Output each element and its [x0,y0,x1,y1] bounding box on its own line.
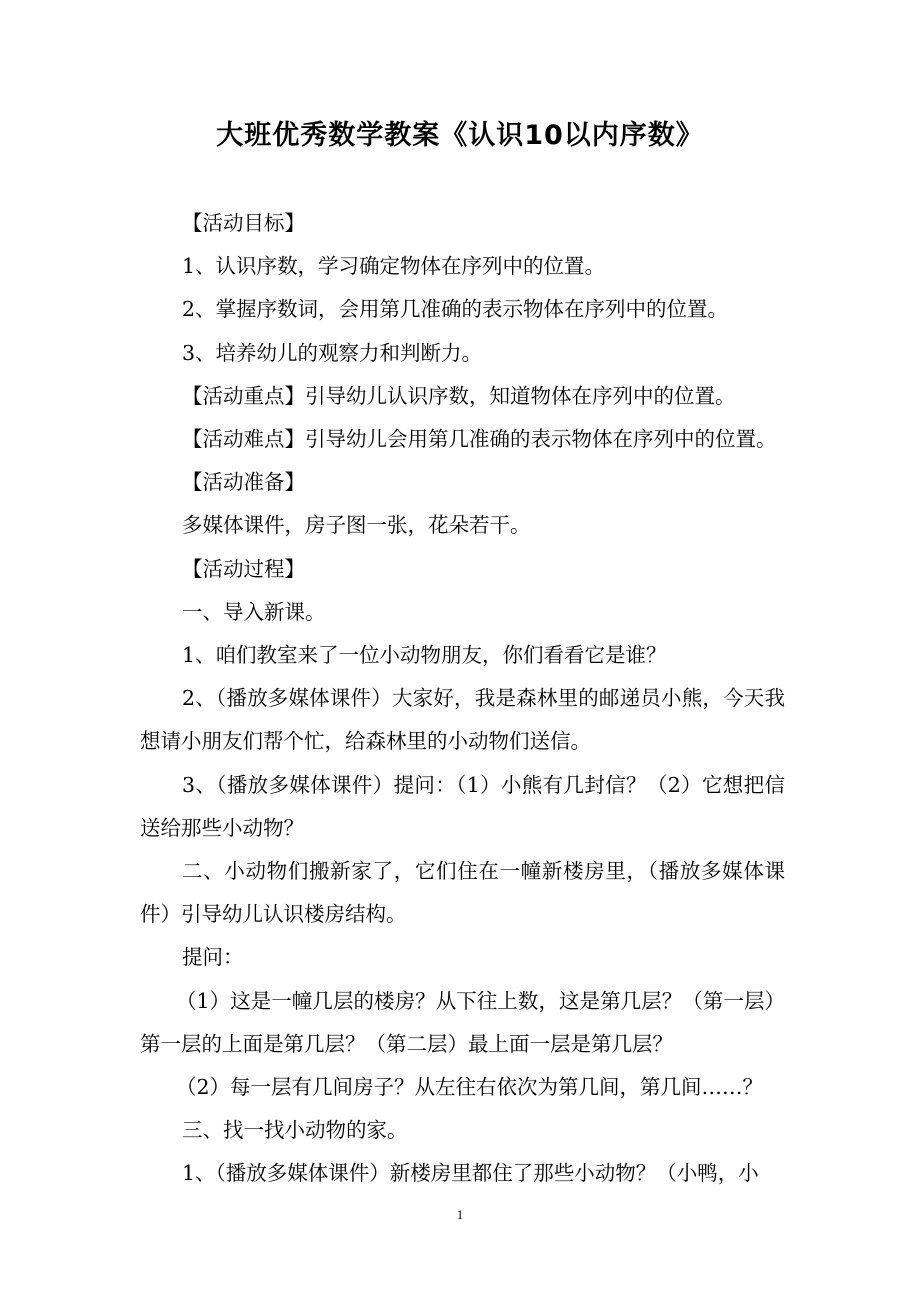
paragraph: （1）这是一幢几层的楼房？从下往上数，这是第几层？（第一层）第一层的上面是第几层？（第二层）最上面一层是第几层？ [140,988,785,1056]
paragraph: 2、（播放多媒体课件）大家好，我是森林里的邮递员小熊，今天我想请小朋友们帮个忙，给森林里的小动物们送信。 [140,686,785,754]
paragraph-heading-preparation: 【活动准备】 [182,470,305,495]
paragraph-key-point: 【活动重点】引导幼儿认识序数，知道物体在序列中的位置。 [182,383,736,408]
paragraph: 三、找一找小动物的家。 [182,1118,408,1143]
paragraph: 1、（播放多媒体课件）新楼房里都住了那些小动物？（小鸭，小 [182,1161,759,1186]
paragraph: 3、（播放多媒体课件）提问：（1）小熊有几封信？（2）它想把信送给那些小动物？ [140,772,785,840]
paragraph: 3、培养幼儿的观察力和判断力。 [182,340,483,365]
paragraph: 一、导入新课。 [182,599,326,624]
paragraph: 二、小动物们搬新家了，它们住在一幢新楼房里，（播放多媒体课件）引导幼儿认识楼房结构。 [140,859,785,927]
paragraph: 1、认识序数，学习确定物体在序列中的位置。 [182,254,606,279]
paragraph: （2）每一层有几间房子？从左往右依次为第几间，第几间……？ [176,1075,764,1100]
page-number: 1 [456,1207,464,1222]
paragraph: 1、咱们教室来了一位小动物朋友，你们看看它是谁？ [182,643,667,668]
paragraph-heading-process: 【活动过程】 [182,556,305,581]
paragraph: 多媒体课件，房子图一张，花朵若干。 [182,513,531,538]
paragraph-difficulty: 【活动难点】引导幼儿会用第几准确的表示物体在序列中的位置。 [182,427,777,452]
document-body [140,202,785,1196]
paragraph-heading-goals: 【活动目标】 [182,211,305,235]
document-title: 大班优秀数学教案《认识10以内序数》 [216,120,704,151]
paragraph: 提问： [182,945,244,970]
paragraph: 2、掌握序数词，会用第几准确的表示物体在序列中的位置。 [182,297,729,322]
